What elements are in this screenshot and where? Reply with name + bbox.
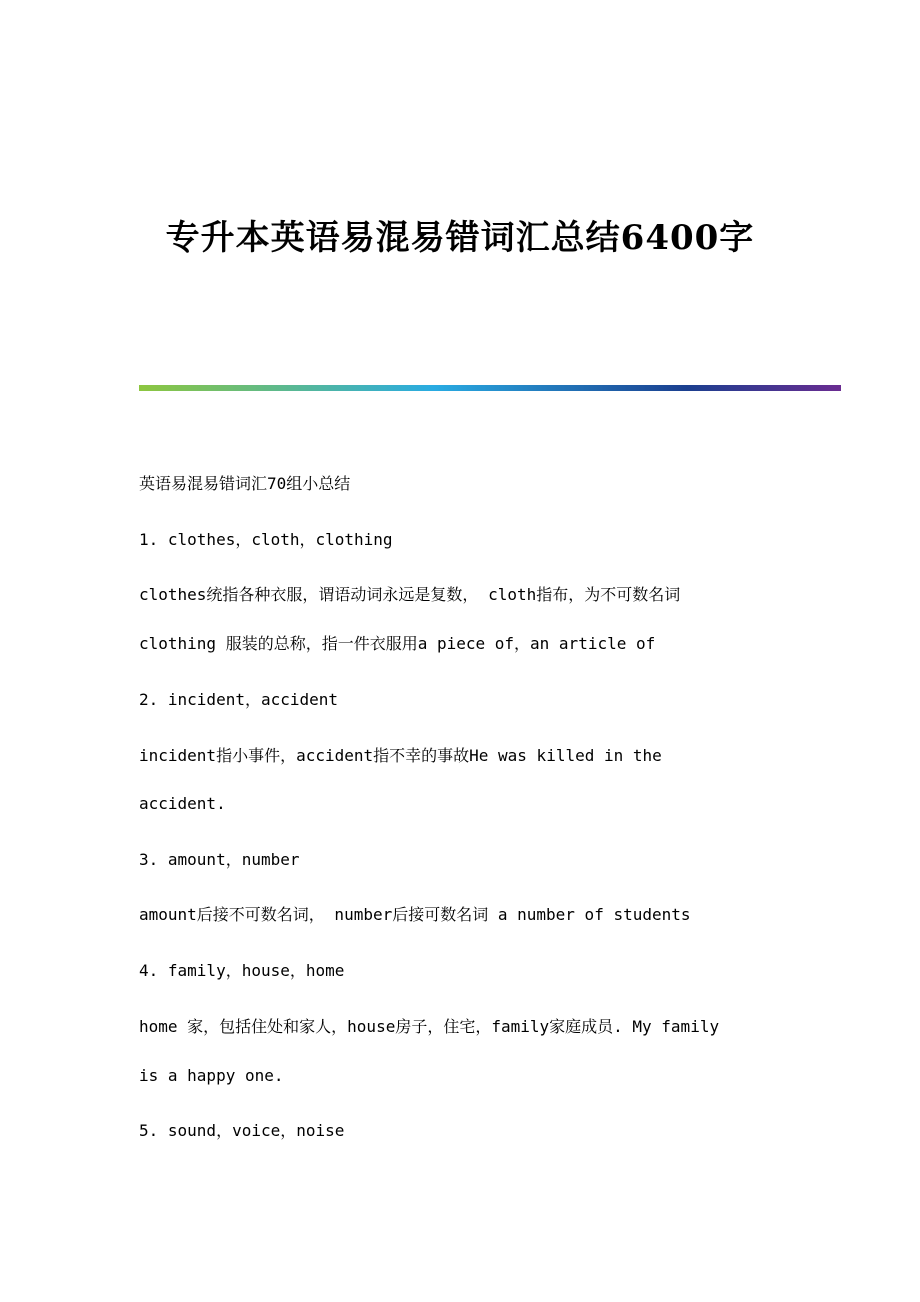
entry-body-line: incident指小事件，accident指不幸的事故He was killed in the bbox=[139, 746, 662, 765]
entry-heading-2: 2. incident，accident bbox=[139, 690, 339, 709]
entry-body-line: accident. bbox=[139, 794, 226, 813]
page-title: 专升本英语易混易错词汇总结6400字 bbox=[165, 218, 755, 258]
entry-body-line: amount后接不可数名词， number后接可数名词 a number of students bbox=[139, 905, 691, 924]
entry-body-line: home 家，包括住处和家人，house房子，住宅，family家庭成员. My family bbox=[139, 1017, 720, 1036]
title-divider bbox=[139, 385, 841, 391]
entry-body-line: is a happy one. bbox=[139, 1066, 284, 1085]
entry-heading-3: 3. amount，number bbox=[139, 850, 300, 869]
entry-heading-4: 4. family，house，home bbox=[139, 961, 345, 980]
entry-heading-1: 1. clothes，cloth，clothing bbox=[139, 530, 393, 549]
entry-body-line: clothes统指各种衣服，谓语动词永远是复数， cloth指布，为不可数名词 bbox=[139, 585, 681, 604]
entry-body-line: clothing 服装的总称，指一件衣服用a piece of，an article of bbox=[139, 634, 656, 653]
entry-heading-5: 5. sound，voice，noise bbox=[139, 1121, 345, 1140]
section-heading: 英语易混易错词汇70组小总结 bbox=[139, 474, 351, 493]
